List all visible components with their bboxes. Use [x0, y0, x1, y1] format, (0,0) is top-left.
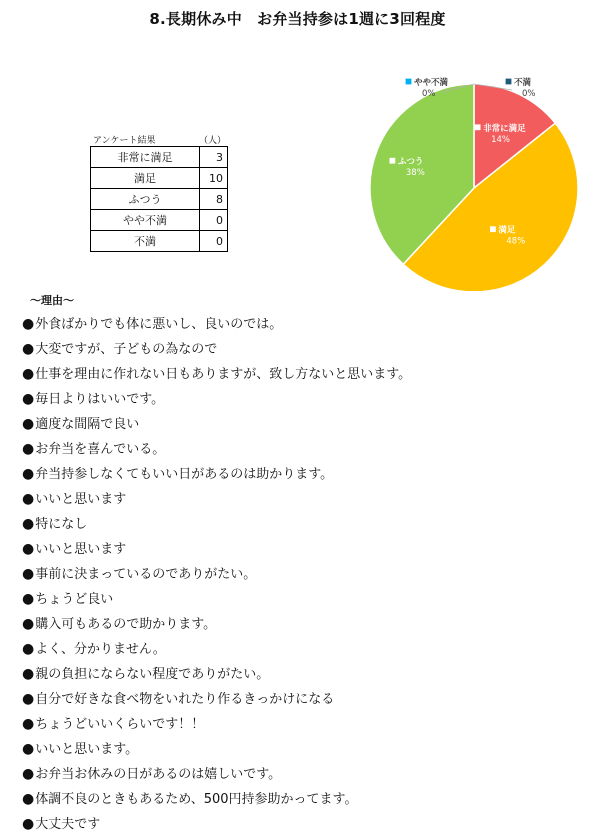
reason-text: ちょうど良い — [35, 592, 114, 607]
list-item — [22, 787, 411, 812]
table-cell-count: 3 — [200, 147, 228, 168]
list-item — [22, 412, 411, 437]
bullet-icon: ● — [22, 591, 35, 607]
list-item — [22, 512, 411, 537]
bullet-icon: ● — [22, 641, 35, 657]
list-item — [22, 537, 411, 562]
slice-label: 満足 — [498, 225, 516, 236]
reason-text: お弁当お休みの日があるのは嬉しいです。 — [35, 767, 282, 782]
reason-text: 購入可もあるので助かります。 — [35, 617, 217, 632]
reason-text: 適度な間隔で良い — [35, 417, 140, 432]
slice-label: やや不満 — [414, 78, 449, 88]
table-cell-label: 非常に満足 — [91, 147, 200, 168]
reason-text: 自分で好きな食べ物をいれたり作るきっかけになる — [35, 692, 335, 707]
slice-label: 非常に満足 — [483, 123, 526, 134]
reason-text: 体調不良のときもあるため、500円持参助かってます。 — [35, 792, 358, 807]
reason-text: いいと思います — [35, 492, 127, 507]
list-item — [22, 612, 411, 637]
bullet-icon: ● — [22, 516, 35, 532]
reason-text: いいと思います — [35, 542, 127, 557]
bullet-icon: ● — [22, 716, 35, 732]
survey-caption — [93, 133, 230, 146]
reason-text: 親の負担にならない程度でありがたい。 — [35, 667, 270, 682]
bullet-icon: ● — [22, 741, 35, 757]
table-cell-label: 満足 — [91, 168, 200, 189]
list-item — [22, 562, 411, 587]
bullet-icon: ● — [22, 466, 35, 482]
reason-text: よく、分かりません。 — [35, 642, 166, 657]
reason-text: 大変ですが、子どもの為なので — [35, 342, 218, 357]
reason-text: お弁当を喜んでいる。 — [35, 442, 166, 457]
reason-text: 特になし — [35, 517, 88, 532]
slice-percent: 14% — [491, 134, 511, 145]
slice-percent: 48% — [506, 236, 526, 247]
bullet-icon: ● — [22, 666, 35, 682]
table-cell-count: 0 — [200, 231, 228, 252]
table-cell-label: やや不満 — [91, 210, 200, 231]
reason-list — [22, 312, 411, 837]
table-cell-count: 0 — [200, 210, 228, 231]
list-item — [22, 637, 411, 662]
reason-text: 外食ばかりでも体に悪いし、良いのでは。 — [35, 317, 283, 332]
reason-text: 毎日よりはいいです。 — [35, 392, 165, 407]
survey-table — [90, 146, 228, 252]
table-row — [91, 147, 228, 168]
slice-label: 不満 — [514, 78, 532, 88]
bullet-icon: ● — [22, 566, 35, 582]
satisfaction-pie-chart — [362, 76, 587, 291]
survey-unit: （人） — [198, 136, 226, 146]
reason-text: 事前に決まっているのでありがたい。 — [35, 567, 257, 582]
list-item — [22, 812, 411, 837]
bullet-icon: ● — [22, 391, 35, 407]
slice-percent: 0% — [522, 89, 536, 99]
reason-text: 仕事を理由に作れない日もありますが、致し方ないと思います。 — [35, 367, 412, 382]
survey-caption-label: アンケート結果 — [93, 136, 156, 146]
table-cell-count: 10 — [200, 168, 228, 189]
bullet-icon: ● — [22, 366, 35, 382]
table-cell-label: 不満 — [91, 231, 200, 252]
legend-key-icon — [490, 227, 495, 232]
list-item — [22, 362, 411, 387]
bullet-icon: ● — [22, 616, 35, 632]
reasons-heading: ～理由～ — [30, 294, 74, 307]
table-row — [91, 189, 228, 210]
bullet-icon: ● — [22, 316, 35, 332]
list-item — [22, 737, 411, 762]
list-item — [22, 662, 411, 687]
list-item — [22, 687, 411, 712]
reason-text: 弁当持参しなくてもいい日があるのは助かります。 — [35, 467, 334, 482]
bullet-icon: ● — [22, 341, 35, 357]
legend-key-icon — [506, 79, 511, 84]
table-cell-label: ふつう — [91, 189, 200, 210]
bullet-icon: ● — [22, 766, 35, 782]
bullet-icon: ● — [22, 691, 35, 707]
slice-percent: 38% — [405, 168, 425, 179]
legend-key-icon — [406, 79, 411, 84]
slice-percent: 0% — [422, 89, 436, 99]
bullet-icon: ● — [22, 816, 35, 832]
slice-label: ふつう — [397, 157, 424, 168]
bullet-icon: ● — [22, 416, 35, 432]
table-row — [91, 231, 228, 252]
legend-key-icon — [475, 125, 480, 130]
list-item — [22, 712, 411, 737]
bullet-icon: ● — [22, 541, 35, 557]
list-item — [22, 437, 411, 462]
table-cell-count: 8 — [200, 189, 228, 210]
reason-text: いいと思います。 — [35, 742, 139, 757]
reason-text: 大丈夫です — [35, 817, 101, 832]
reason-text: ちょうどいいくらいです！！ — [35, 717, 205, 732]
legend-key-icon — [390, 158, 395, 163]
bullet-icon: ● — [22, 791, 35, 807]
bullet-icon: ● — [22, 491, 35, 507]
bullet-icon: ● — [22, 441, 35, 457]
table-row — [91, 210, 228, 231]
list-item — [22, 387, 411, 412]
page-title: 8.長期休み中 お弁当持参は1週に3回程度 — [149, 10, 446, 28]
list-item — [22, 762, 411, 787]
list-item — [22, 587, 411, 612]
list-item — [22, 312, 411, 337]
list-item — [22, 487, 411, 512]
list-item — [22, 337, 411, 362]
list-item — [22, 462, 411, 487]
table-row — [91, 168, 228, 189]
